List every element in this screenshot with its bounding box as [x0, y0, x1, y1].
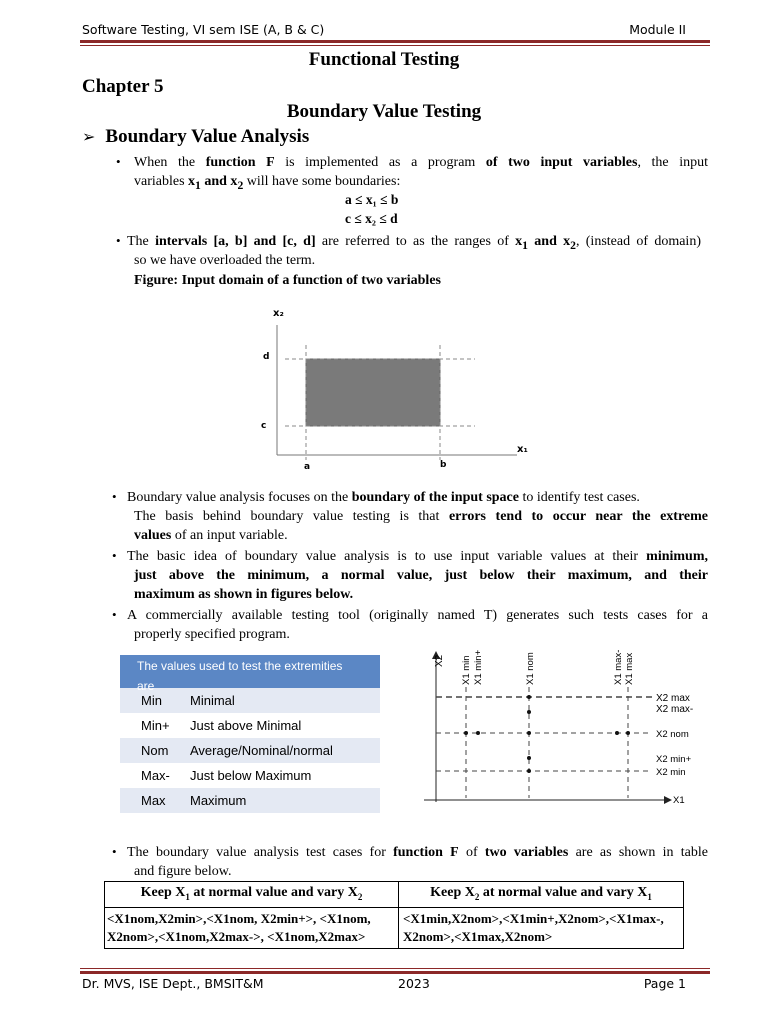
page-header — [82, 22, 686, 40]
top-label: X1 max- — [613, 649, 624, 685]
top-label: X1 max — [624, 652, 635, 685]
bullet-4-line-2: just above the minimum, a normal value, just below their maximum, and their — [134, 568, 708, 583]
section-title: Boundary Value Analysis — [105, 126, 310, 147]
bva-point — [527, 710, 531, 714]
bullet-4-line-3: maximum as shown in figures below. — [134, 587, 354, 602]
bullet-6-line-1: The boundary value analysis test cases for function F of two variables are as shown in table — [127, 845, 708, 860]
header-vary-x1: Keep $X_2$ at normal value and vary $X_1$ — [399, 882, 684, 908]
right-label: X2 min+ — [656, 754, 692, 765]
arrow-bullet-icon: ➢ — [82, 127, 96, 146]
bullet-5-line-1: A commercially available testing tool (originally named T) generates such tests cases for a — [127, 608, 708, 623]
table-row — [105, 908, 684, 949]
cell-line: X2nom>,<X1max,X2nom> — [403, 929, 553, 944]
a-label: a — [304, 462, 311, 472]
bva-point — [527, 731, 531, 735]
bullet-icon: • — [112, 607, 117, 622]
extremities-header: The values used to test the extremities are — [120, 655, 380, 688]
top-label: X1 min — [461, 655, 472, 685]
row-desc: Average/Nominal/normal — [190, 743, 333, 758]
header-module: Module II — [629, 22, 686, 37]
top-label: X1 min+ — [473, 649, 484, 685]
bva-point — [615, 731, 619, 735]
bva-test-cases-table — [104, 881, 684, 949]
page-footer — [82, 976, 686, 994]
bullet-3-line-3: values of an input variable. — [134, 528, 288, 543]
header-vary-x2: Keep $X_1$ at normal value and vary $X_2$ — [105, 882, 399, 908]
bullet-3-line-2: The basis behind boundary value testing is that errors tend to occur near the extreme — [134, 509, 708, 524]
figure-caption: Figure: Input domain of a function of two variables — [134, 273, 441, 288]
bva-point — [527, 695, 531, 699]
header-rule-thin — [80, 45, 710, 46]
domain-rectangle — [306, 359, 440, 426]
table-row — [120, 763, 380, 788]
bva-point — [626, 731, 630, 735]
footer-year: 2023 — [398, 976, 430, 991]
top-label: X1 nom — [525, 652, 536, 685]
bva-point — [464, 731, 468, 735]
footer-author: Dr. MVS, ISE Dept., BMSIT&M — [82, 976, 264, 991]
cell-line: <X1nom,X2min>,<X1nom, X2min+>, <X1nom, — [107, 911, 371, 926]
row-abbr: Nom — [141, 743, 169, 758]
bullet-icon: • — [116, 154, 121, 169]
x1-axis-label: X1 — [673, 795, 685, 806]
bullet-5-line-2: properly specified program. — [134, 627, 290, 642]
right-label: X2 nom — [656, 729, 689, 740]
header-rule — [80, 40, 710, 43]
cell-vary-x2 — [105, 908, 399, 949]
row-desc: Just below Maximum — [190, 768, 312, 783]
row-abbr: Max- — [141, 768, 170, 783]
table-row — [120, 688, 380, 713]
inequality-x1: a ≤ x₁ ≤ b — [345, 192, 399, 207]
right-label: X2 min — [656, 767, 686, 778]
b-label: b — [440, 460, 447, 470]
row-abbr: Min+ — [141, 718, 170, 733]
bva-point — [527, 756, 531, 760]
bullet-icon: • — [112, 548, 117, 563]
section-heading — [82, 126, 309, 148]
bva-point — [476, 731, 480, 735]
input-domain-figure — [255, 300, 545, 480]
table-row — [120, 738, 380, 763]
x1-axis-arrow-icon — [664, 796, 672, 804]
bullet-3-line-1: Boundary value analysis focuses on the boundary of the input space to identify test cases. — [127, 490, 640, 505]
page-number: Page 1 — [643, 976, 686, 991]
x2-label: x₂ — [273, 308, 284, 319]
row-desc: Maximum — [190, 793, 247, 808]
bullet-icon: • — [116, 233, 121, 248]
bullet-2-line-1: The intervals [a, b] and [c, d] are referred to as the ranges of $x_1$ and $x_2$, (instead of domain) — [127, 234, 701, 252]
bva-points-figure — [418, 645, 708, 815]
row-desc: Minimal — [190, 693, 235, 708]
bullet-6-line-2: and figure below. — [134, 864, 232, 879]
x2-axis-label: X2 — [434, 654, 445, 667]
footer-rule — [80, 971, 710, 974]
footer-rule-thin — [80, 968, 710, 969]
row-abbr: Max — [141, 793, 166, 808]
cell-vary-x1 — [399, 908, 684, 949]
bullet-icon: • — [112, 844, 117, 859]
bva-point — [527, 769, 531, 773]
bullet-4-line-1: The basic idea of boundary value analysis is to use input variable values at their minimum, — [127, 549, 708, 564]
header-course: Software Testing, VI sem ISE (A, B & C) — [82, 22, 325, 37]
bullet-1-line-2: variables $x_1$ and $x_2$ will have some boundaries: — [134, 174, 401, 192]
bullet-1-line-1: When the function F is implemented as a program of two input variables, the input — [134, 155, 708, 170]
right-label: X2 max — [656, 693, 690, 704]
inequality-x2: c ≤ x₂ ≤ d — [345, 211, 398, 226]
bullet-icon: • — [112, 489, 117, 504]
d-label: d — [263, 352, 270, 362]
row-desc: Just above Minimal — [190, 718, 302, 733]
c-label: c — [261, 421, 267, 431]
table-header-row — [105, 882, 684, 908]
row-abbr: Min — [141, 693, 162, 708]
bullet-2-line-2: so we have overloaded the term. — [134, 253, 316, 268]
page-title: Functional Testing — [308, 49, 460, 70]
extremities-table — [120, 655, 380, 813]
right-label: X2 max- — [656, 704, 694, 715]
cell-line: X2nom>,<X1nom,X2max->, <X1nom,X2max> — [107, 929, 366, 944]
table-row — [120, 788, 380, 813]
x1-label: x₁ — [517, 444, 528, 455]
chapter-number: Chapter 5 — [82, 76, 164, 97]
chapter-title: Boundary Value Testing — [286, 101, 482, 122]
table-row — [120, 713, 380, 738]
cell-line: <X1min,X2nom>,<X1min+,X2nom>,<X1max-, — [403, 911, 664, 926]
